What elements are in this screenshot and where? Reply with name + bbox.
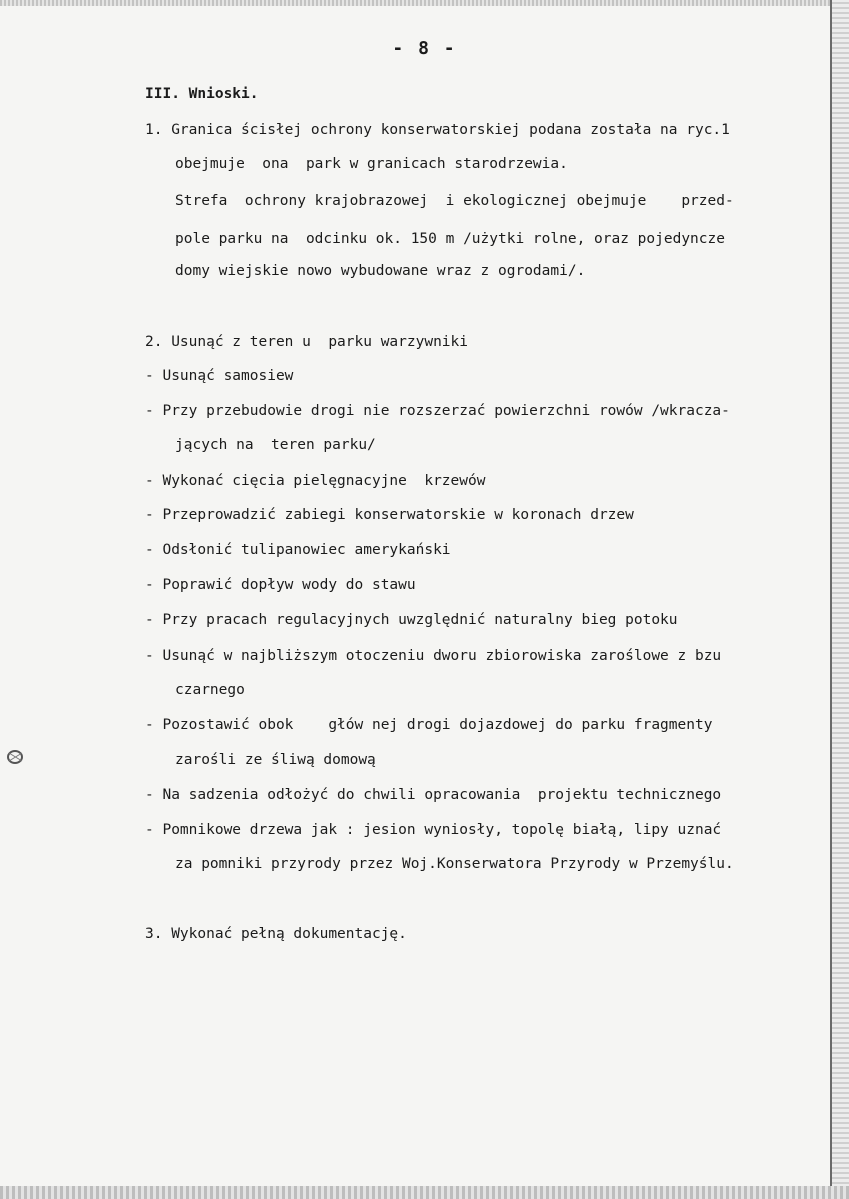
section-heading: III. Wnioski. [145,86,259,102]
section2-line-8: - Poprawić dopływ wody do stawu [145,577,416,593]
section1-line-5: domy wiejskie nowo wybudowane wraz z ogrodami/. [175,263,586,279]
section2-line-6: - Przeprowadzić zabiegi konserwatorskie w koronach drzew [145,507,634,523]
section2-line-14: - Na sadzenia odłożyć do chwili opracowania projektu technicznego [145,787,722,803]
scan-right-margin [832,0,849,1199]
section3-line-1: 3. Wykonać pełną dokumentację. [145,926,407,942]
section2-line-11: czarnego [175,682,245,698]
section2-line-7: - Odsłonić tulipanowiec amerykański [145,542,451,558]
section2-line-16: za pomniki przyrody przez Woj.Konserwatora Przyrody w Przemyślu. [175,856,734,872]
punch-hole-mark-icon [6,748,26,766]
section2-line-10: - Usunąć w najbliższym otoczeniu dworu zbiorowiska zaroślowe z bzu [145,648,722,664]
section1-line-2: obejmuje ona park w granicach starodrzewia. [175,156,568,172]
section2-line-1: 2. Usunąć z teren u parku warzywniki [145,334,469,350]
page-number: - 8 - [392,38,457,59]
section2-line-4: jących na teren parku/ [175,437,376,453]
section2-line-13: zarośli ze śliwą domową [175,752,376,768]
section2-line-9: - Przy pracach regulacyjnych uwzględnić naturalny bieg potoku [145,612,678,628]
section2-line-3: - Przy przebudowie drogi nie rozszerzać powierzchni rowów /wkracza- [145,403,730,419]
section2-line-12: - Pozostawić obok głów nej drogi dojazdowej do parku fragmenty [145,717,713,733]
section1-line-1: 1. Granica ścisłej ochrony konserwatorskiej podana została na ryc.1 [145,122,730,138]
scan-top-edge [0,0,849,6]
section2-line-15: - Pomnikowe drzewa jak : jesion wyniosły, topolę białą, lipy uznać [145,822,722,838]
section2-line-5: - Wykonać cięcia pielęgnacyjne krzewów [145,473,486,489]
section1-line-4: pole parku na odcinku ok. 150 m /użytki rolne, oraz pojedyncze [175,231,725,247]
section1-line-3: Strefa ochrony krajobrazowej i ekologicznej obejmuje przed- [175,193,734,209]
scan-bottom-edge [0,1186,849,1199]
section2-line-2: - Usunąć samosiew [145,368,294,384]
